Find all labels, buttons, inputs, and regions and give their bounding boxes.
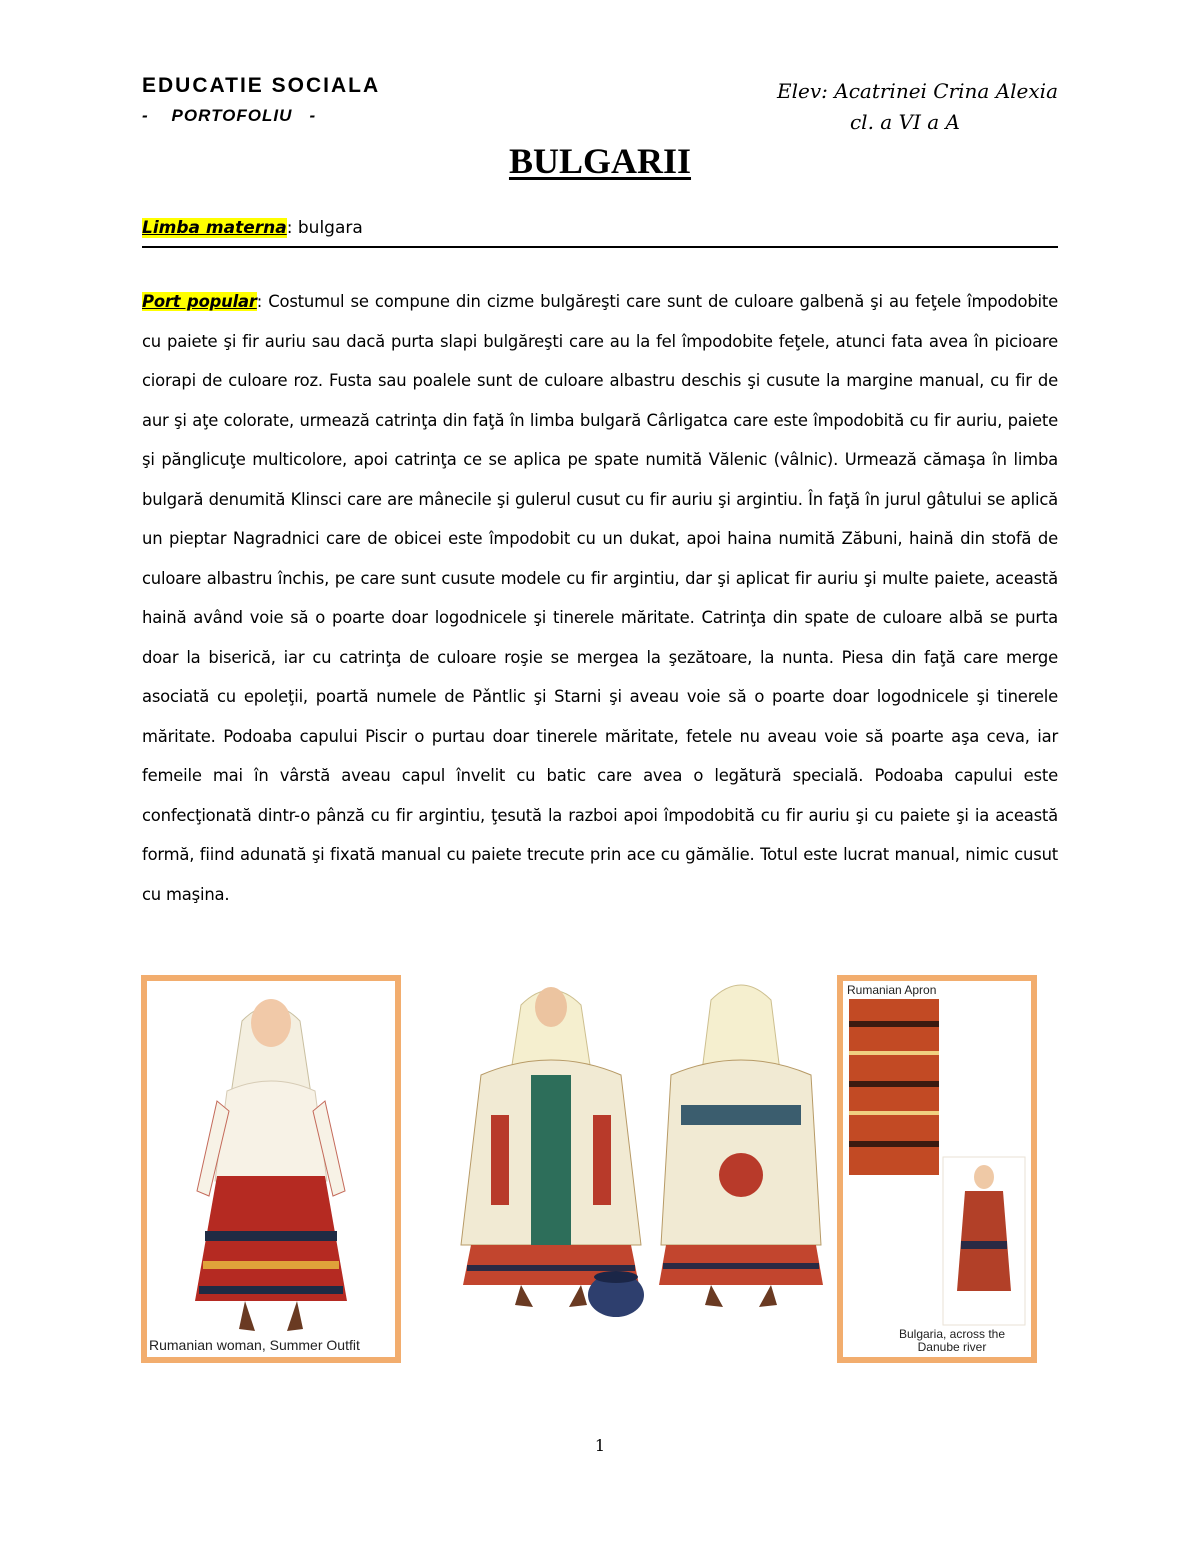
folk-costume-label: Port popular	[142, 292, 257, 311]
costume-front-back-illustration	[411, 975, 831, 1363]
header-left	[142, 74, 380, 126]
subject-heading: EDUCATIE SOCIALA	[142, 74, 381, 97]
costume-figure	[141, 975, 1037, 1363]
mother-tongue-line: Limba materna: bulgara	[142, 218, 1058, 248]
apron-and-costume-illustration	[843, 981, 1031, 1357]
header-right	[777, 76, 1058, 138]
woman-costume-illustration	[147, 981, 395, 1357]
caption-summer-outfit: Rumanian woman, Summer Outfit	[149, 1337, 360, 1353]
mother-tongue-label: Limba materna	[142, 218, 287, 238]
folk-costume-text: Costumul se compune din cizme bulgăreşti care sunt de culoare galbenă şi au feţele împodobite cu paiete şi fir auriu sau dacă purta slapi bulgăreşti care au la fel împodobite feţele, atunci fata avea în picioare ciorapi de culoare roz. Fusta sau poalele sunt de culoare albastru deschis şi cusute la margine manual, cu fir de aur şi aţe colorate, urmează catrinţa din faţă în limba bulgară Cârligatca care este împodobită cu fir auriu, paiete şi pănglicuţe multicolore, apoi catrinţa ce se aplica pe spate numită Vălenic (vâlnic). Urmează cămaşa în limba bulgară denumită Klinsci care are mânecile şi gulerul cusut cu fir auriu şi argintiu. În faţă în jurul gâtului se aplică un pieptar Nagradnici care de obicei este împodobit cu un dukat, apoi haina numită Zăbuni, haină din stofă de culoare albastru închis, pe care sunt cusute modele cu fir argintiu, dar şi aplicat fir auriu şi multe paiete, această haină având voie să o poarte doar logodnicele şi tinerele măritate. Catrinţa din spate de culoare albă se purta doar la biserică, iar cu catrinţa de culoare roşie se mergea la şezătoare, la nunta. Piesa din faţă care merge asociată cu epoleţii, poartă numele de Pǎntlic şi Starni şi aveau voie să o poarte doar logodnicele şi tinerele măritate. Podoaba capului Piscir o purtau doar tinerele măritate, fetele nu aveau voie să poarte aşa ceva, iar femeile mai în vârstă aveau capul învelit cu batic care avea o legătură specială. Podoaba capului este confecţionată dintr-o pânză cu fir argintiu, ţesută la razboi apoi împodobită cu fir auriu şi cu paiete şi ia această formă, fiind adunată şi fixată manual cu paiete trecute prin ace cu gămălie. Totul este lucrat manual, nimic cusut cu maşina.	[142, 292, 1058, 904]
page-number: 1	[594, 1436, 606, 1455]
page-title: BULGARII	[508, 141, 692, 181]
student-class: cl. a VI a A	[849, 110, 960, 134]
apron-and-bulgaria-image	[837, 975, 1037, 1363]
portfolio-subheading: - PORTOFOLIU -	[142, 106, 317, 125]
romanian-woman-image	[141, 975, 401, 1363]
caption-bulgaria: Bulgaria, across the Danube river	[898, 1327, 1006, 1354]
student-name: Elev: Acatrinei Crina Alexia	[777, 79, 1058, 103]
folk-costume-paragraph: Port popular: Costumul se compune din cizme bulgăreşti care sunt de culoare galbenă şi au feţele împodobite cu paiete şi fir auriu sau dacă purta slapi bulgăreşti care au la fel împodobite feţele, atunci fata avea în picioare ciorapi de culoare roz. Fusta sau poalele sunt de culoare albastru deschis şi cusute la margine manual, cu fir de aur şi aţe colorate, urmează catrinţa din faţă în limba bulgară Cârligatca care este împodobită cu fir auriu, paiete şi pănglicuţe multicolore, apoi catrinţa ce se aplica pe spate numită Vălenic (vâlnic). Urmează cămaşa în limba bulgară denumită Klinsci care are mânecile şi gulerul cusut cu fir auriu şi argintiu. În faţă în jurul gâtului se aplică un pieptar Nagradnici care de obicei este împodobit cu un dukat, apoi haina numită Zăbuni, haină din stofă de culoare albastru închis, pe care sunt cusute modele cu fir argintiu, dar şi aplicat fir auriu şi multe paiete, această haină având voie să o poarte doar logodnicele şi tinerele măritate. Catrinţa din spate de culoare albă se purta doar la biserică, iar cu catrinţa de culoare roşie se mergea la şezătoare, la nunta. Piesa din faţă care merge asociată cu epoleţii, poartă numele de Pǎntlic şi Starni şi aveau voie să o poarte doar logodnicele şi tinerele măritate. Podoaba capului Piscir o purtau doar tinerele măritate, fetele nu aveau voie să poarte aşa ceva, iar femeile mai în vârstă aveau capul învelit cu batic care avea o legătură specială. Podoaba capului este confecţionată dintr-o pânză cu fir argintiu, ţesută la razboi apoi împodobită cu fir auriu şi cu paiete şi ia această formă, fiind adunată şi fixată manual cu paiete trecute prin ace cu gămălie. Totul este lucrat manual, nimic cusut cu maşina.	[142, 292, 1058, 904]
costume-front-back-image	[411, 975, 831, 1363]
caption-apron: Rumanian Apron	[847, 983, 937, 997]
mother-tongue-value: bulgara	[297, 218, 363, 238]
